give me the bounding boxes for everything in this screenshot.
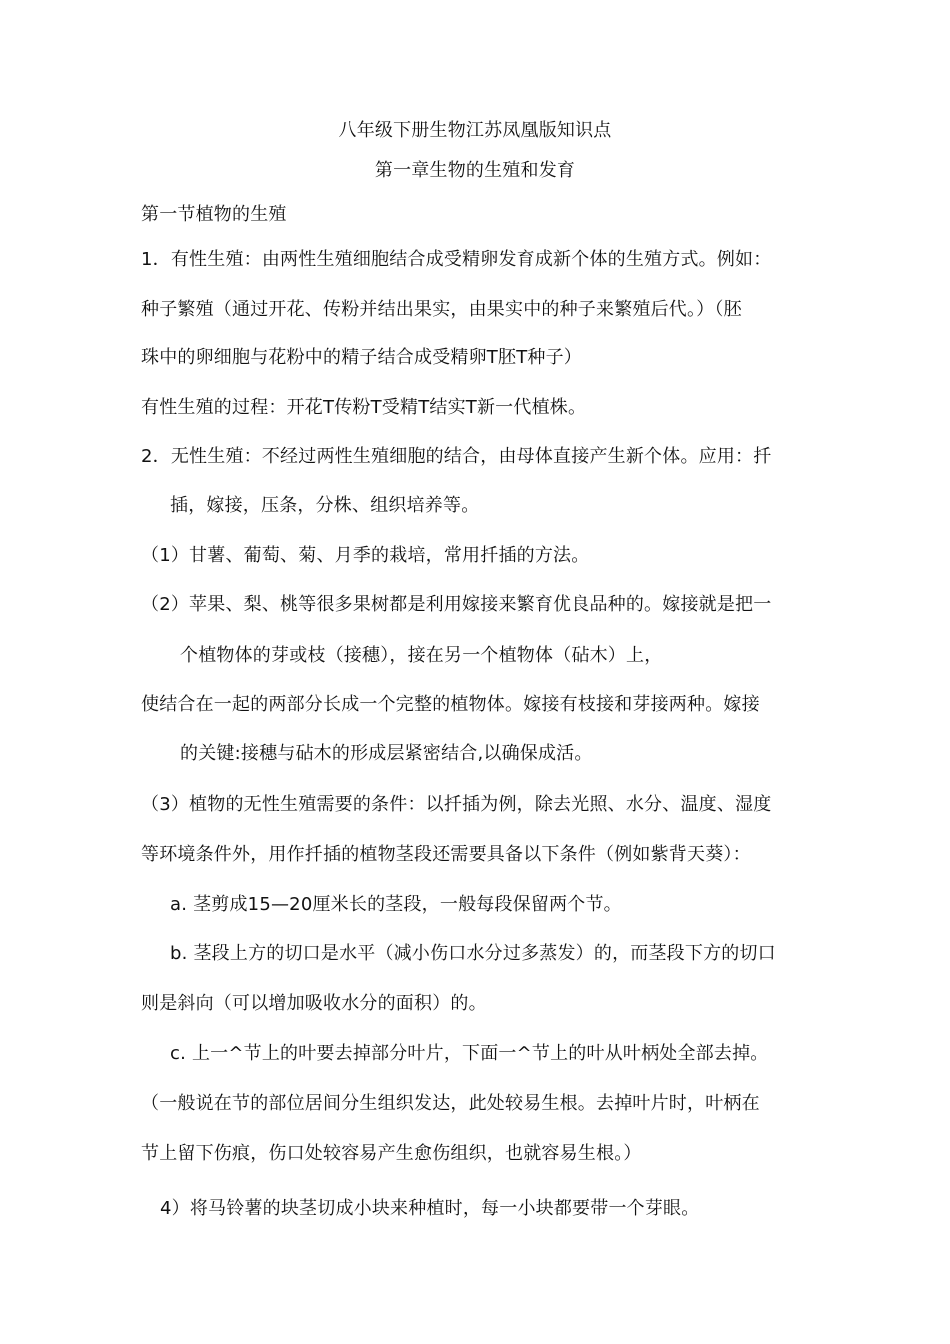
- document-title: 八年级下册生物江苏凤凰版知识点: [338, 120, 612, 141]
- paragraph-line: 等环境条件外，用作扦插的植物茎段还需要具备以下条件（例如紫背天葵）：: [141, 844, 751, 865]
- paragraph-line: 插，嫁接，压条，分株、组织培养等。: [170, 495, 480, 516]
- paragraph-line: 种子繁殖（通过开花、传粉并结出果实，由果实中的种子来繁殖后代。）（胚: [141, 299, 742, 320]
- paragraph-line: c. 上一^节上的叶要去掉部分叶片，下面一^节上的叶从叶柄处全部去掉。: [170, 1043, 769, 1064]
- paragraph-line: 珠中的卵细胞与花粉中的精子结合成受精卵T胚T种子）: [141, 347, 582, 368]
- paragraph-line: 个植物体的芽或枝（接穗），接在另一个植物体（砧木）上，: [180, 645, 663, 666]
- paragraph-line: 2．无性生殖：不经过两性生殖细胞的结合，由母体直接产生新个体。应用：扦: [141, 446, 772, 467]
- paragraph-line: （一般说在节的部位居间分生组织发达，此处较易生根。去掉叶片时，叶柄在: [141, 1093, 760, 1114]
- paragraph-line: 的关键:接穗与砧木的形成层紧密结合,以确保成活。: [180, 743, 593, 764]
- chapter-heading: 第一章生物的生殖和发育: [374, 160, 576, 181]
- paragraph-line: b. 茎段上方的切口是水平（减小伤口水分过多蒸发）的，而茎段下方的切口: [170, 943, 776, 964]
- paragraph-line: 则是斜向（可以增加吸收水分的面积）的。: [141, 993, 487, 1014]
- paragraph-line: 4）将马铃薯的块茎切成小块来种植时，每一小块都要带一个芽眼。: [160, 1198, 700, 1219]
- section-heading: 第一节植物的生殖: [141, 204, 287, 225]
- paragraph-line: （1）甘薯、葡萄、菊、月季的栽培，常用扦插的方法。: [141, 545, 590, 566]
- paragraph-line: 有性生殖的过程：开花T传粉T受精T结实T新一代植株。: [141, 397, 587, 418]
- paragraph-line: 节上留下伤痕，伤口处较容易产生愈伤组织，也就容易生根。）: [141, 1143, 642, 1164]
- paragraph-line: 1．有性生殖：由两性生殖细胞结合成受精卵发育成新个体的生殖方式。例如：: [141, 249, 772, 270]
- paragraph-line: a. 茎剪成15—20厘米长的茎段，一般每段保留两个节。: [170, 894, 622, 915]
- paragraph-line: （3）植物的无性生殖需要的条件：以扦插为例，除去光照、水分、温度、湿度: [141, 794, 772, 815]
- paragraph-line: （2）苹果、梨、桃等很多果树都是利用嫁接来繁育优良品种的。嫁接就是把一: [141, 594, 772, 615]
- paragraph-line: 使结合在一起的两部分长成一个完整的植物体。嫁接有枝接和芽接两种。嫁接: [141, 694, 760, 715]
